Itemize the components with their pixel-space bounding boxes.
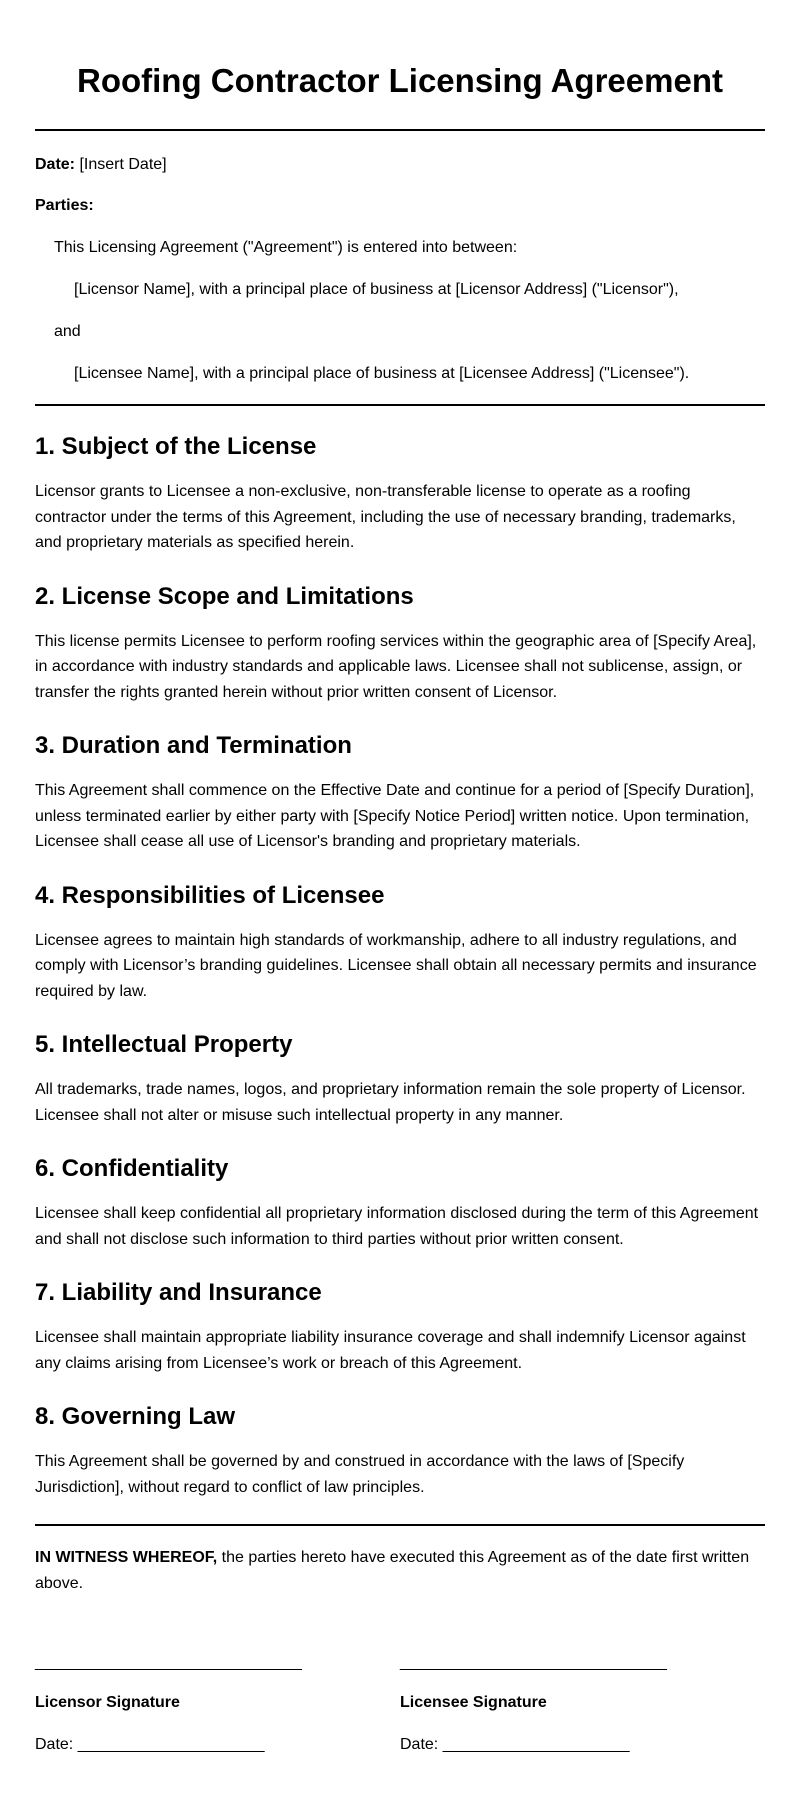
licensor-party: [Licensor Name], with a principal place of business at [Licensor Address] ("Licensor"),	[74, 281, 679, 298]
witness-divider	[35, 1524, 765, 1526]
section-heading: 3. Duration and Termination	[35, 732, 352, 759]
section-body: Licensee shall maintain appropriate liability insurance coverage and shall indemnify Licensor against any claims arising from Licensee’s work or breach of this Agreement.	[35, 1329, 746, 1372]
licensee-signature-label: Licensee Signature	[400, 1694, 547, 1711]
section-3	[35, 731, 765, 855]
section-7	[35, 1278, 765, 1376]
section-body: Licensee agrees to maintain high standards of workmanship, adhere to all industry regulations, and comply with Licensor’s branding guidelines. Licensee shall obtain all necessary permits and insurance required by law.	[35, 931, 757, 1000]
section-heading: 4. Responsibilities of Licensee	[35, 881, 385, 909]
section-body: Licensor grants to Licensee a non-exclusive, non-transferable license to operate as a roofing contractor under the terms of this Agreement, including the use of necessary branding, trademarks, and proprietary materials as specified herein.	[35, 483, 736, 551]
section-8	[35, 1402, 765, 1500]
parties-line	[35, 195, 765, 217]
section-6	[35, 1154, 765, 1252]
licensee-party: [Licensee Name], with a principal place of business at [Licensee Address] ("Licensee").	[74, 365, 690, 382]
section-body: This license permits Licensee to perform roofing services within the geographic area of [Specify Area], in accordance with industry standards and applicable laws. Licensee shall not sublicense, assign, or transfer the rights granted herein without prior written consent of Licensor.	[35, 632, 757, 701]
section-body: This Agreement shall be governed by and construed in accordance with the laws of [Specify Jurisdiction], without regard to conflict of law principles.	[35, 1453, 685, 1496]
licensor-date-line[interactable]: Date: _____________________	[35, 1736, 265, 1753]
section-4	[35, 881, 765, 1005]
signature-row	[35, 1652, 765, 1756]
section-1	[35, 432, 765, 556]
parties-divider	[35, 404, 765, 406]
licensor-signature-label: Licensor Signature	[35, 1694, 180, 1711]
section-heading: 6. Confidentiality	[35, 1155, 229, 1182]
witness-lead: IN WITNESS WHEREOF,	[35, 1549, 218, 1566]
parties-intro: This Licensing Agreement ("Agreement") is entered into between:	[54, 239, 518, 256]
title-divider	[35, 129, 765, 131]
section-heading: 2. License Scope and Limitations	[35, 582, 414, 610]
date-value: [Insert Date]	[79, 156, 167, 173]
section-body: Licensee shall keep confidential all proprietary information disclosed during the term of this Agreement and shall not disclose such information to third parties without prior written consent.	[35, 1205, 759, 1248]
and-text: and	[54, 323, 81, 340]
section-heading: 7. Liability and Insurance	[35, 1279, 322, 1306]
document-title: Roofing Contractor Licensing Agreement	[77, 62, 723, 99]
date-line	[35, 154, 765, 176]
section-body: All trademarks, trade names, logos, and proprietary information remain the sole property of Licensor. Licensee shall not alter or misuse such intellectual property in any manner.	[35, 1081, 746, 1124]
witness-clause	[35, 1545, 765, 1596]
licensee-date-line[interactable]: Date: _____________________	[400, 1736, 630, 1753]
licensee-signature-line[interactable]: ______________________________	[400, 1654, 667, 1671]
section-5	[35, 1030, 765, 1128]
licensor-signature-block	[35, 1652, 400, 1756]
date-label: Date:	[35, 156, 76, 173]
section-heading: 8. Governing Law	[35, 1403, 236, 1430]
parties-label: Parties:	[35, 197, 94, 214]
licensor-signature-line[interactable]: ______________________________	[35, 1654, 302, 1671]
section-heading: 5. Intellectual Property	[35, 1031, 293, 1058]
section-2	[35, 582, 765, 706]
witness-text: the parties hereto have executed this Agreement as of the date first written above.	[35, 1549, 750, 1592]
section-body: This Agreement shall commence on the Effective Date and continue for a period of [Specify Duration], unless terminated earlier by either party with [Specify Notice Period] written notice. Upon termination, Licensee shall cease all use of Licensor's branding and proprietary materials.	[35, 782, 755, 850]
licensee-signature-block	[400, 1652, 765, 1756]
section-heading: 1. Subject of the License	[35, 433, 317, 460]
